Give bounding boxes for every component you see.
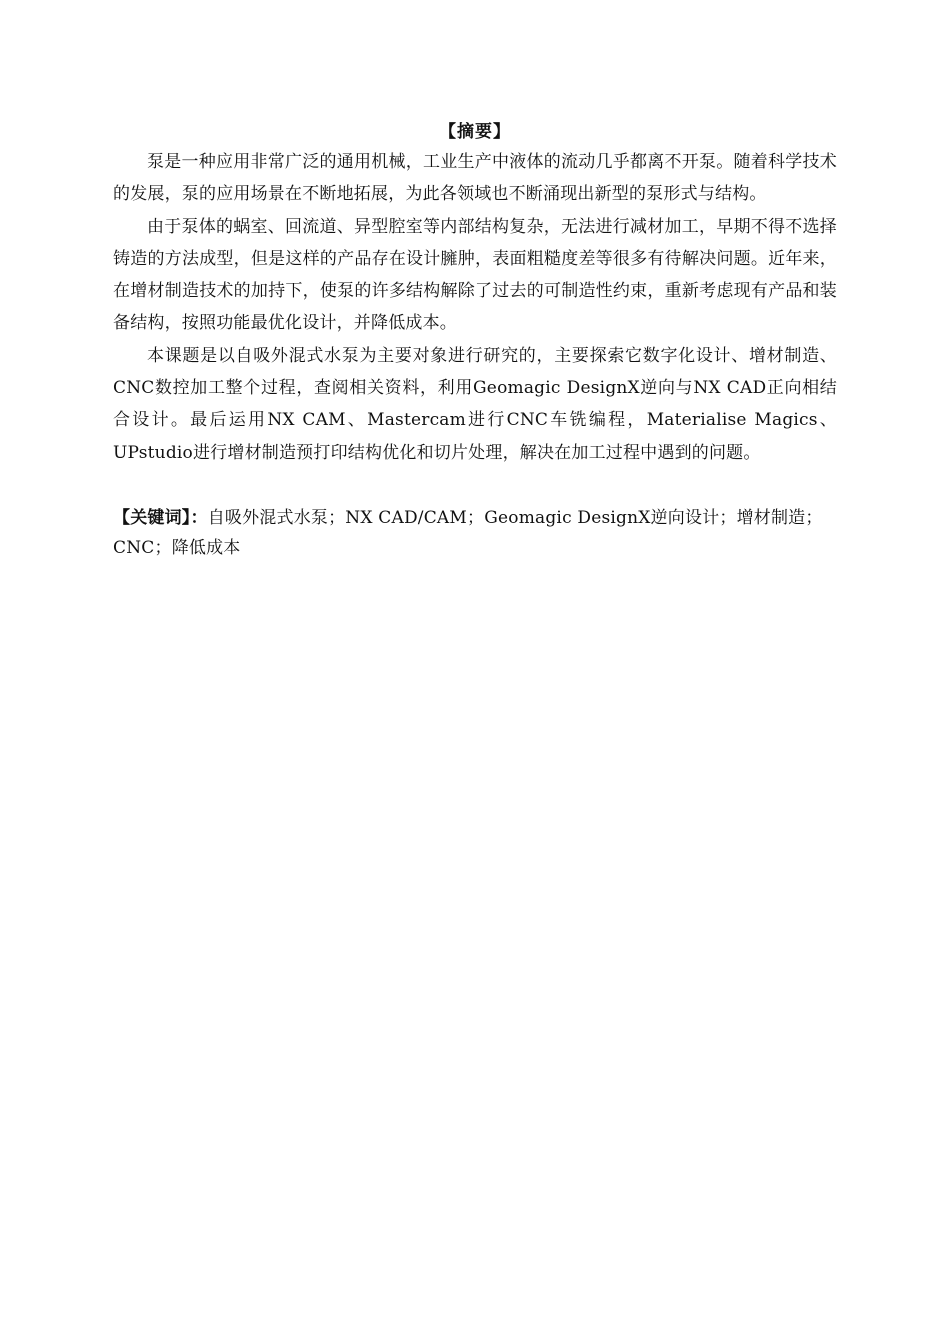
keywords-text: 自吸外混式水泵；NX CAD/CAM；Geomagic DesignX逆向设计；增材制造；CNC；降低成本 xyxy=(113,507,823,558)
abstract-paragraph-1: 泵是一种应用非常广泛的通用机械，工业生产中液体的流动几乎都离不开泵。随着科学技术的发展，泵的应用场景在不断地拓展，为此各领域也不断涌现出新型的泵形式与结构。 xyxy=(113,152,837,205)
abstract-heading: 【摘要】 xyxy=(439,122,511,142)
keywords-block xyxy=(113,503,853,563)
abstract-paragraph-3: 本课题是以自吸外混式水泵为主要对象进行研究的，主要探索它数字化设计、增材制造、CNC数控加工整个过程，查阅相关资料，利用Geomagic DesignX逆向与NX CAD正向相结合设计。最后运用NX CAM、Mastercam进行CNC车铣编程，Materialise Magics、UPstudio进行增材制造预打印结构优化和切片处理，解决在加工过程中遇到的问题。 xyxy=(113,345,837,463)
abstract-paragraph-2: 由于泵体的蜗室、回流道、异型腔室等内部结构复杂，无法进行减材加工，早期不得不选择铸造的方法成型，但是这样的产品存在设计臃肿，表面粗糙度差等很多有待解决问题。近年来，在增材制造技术的加持下，使泵的许多结构解除了过去的可制造性约束，重新考虑现有产品和装备结构，按照功能最优化设计，并降低成本。 xyxy=(113,216,837,334)
keywords-label: 【关键词】： xyxy=(113,507,208,528)
paper-page xyxy=(113,118,837,563)
